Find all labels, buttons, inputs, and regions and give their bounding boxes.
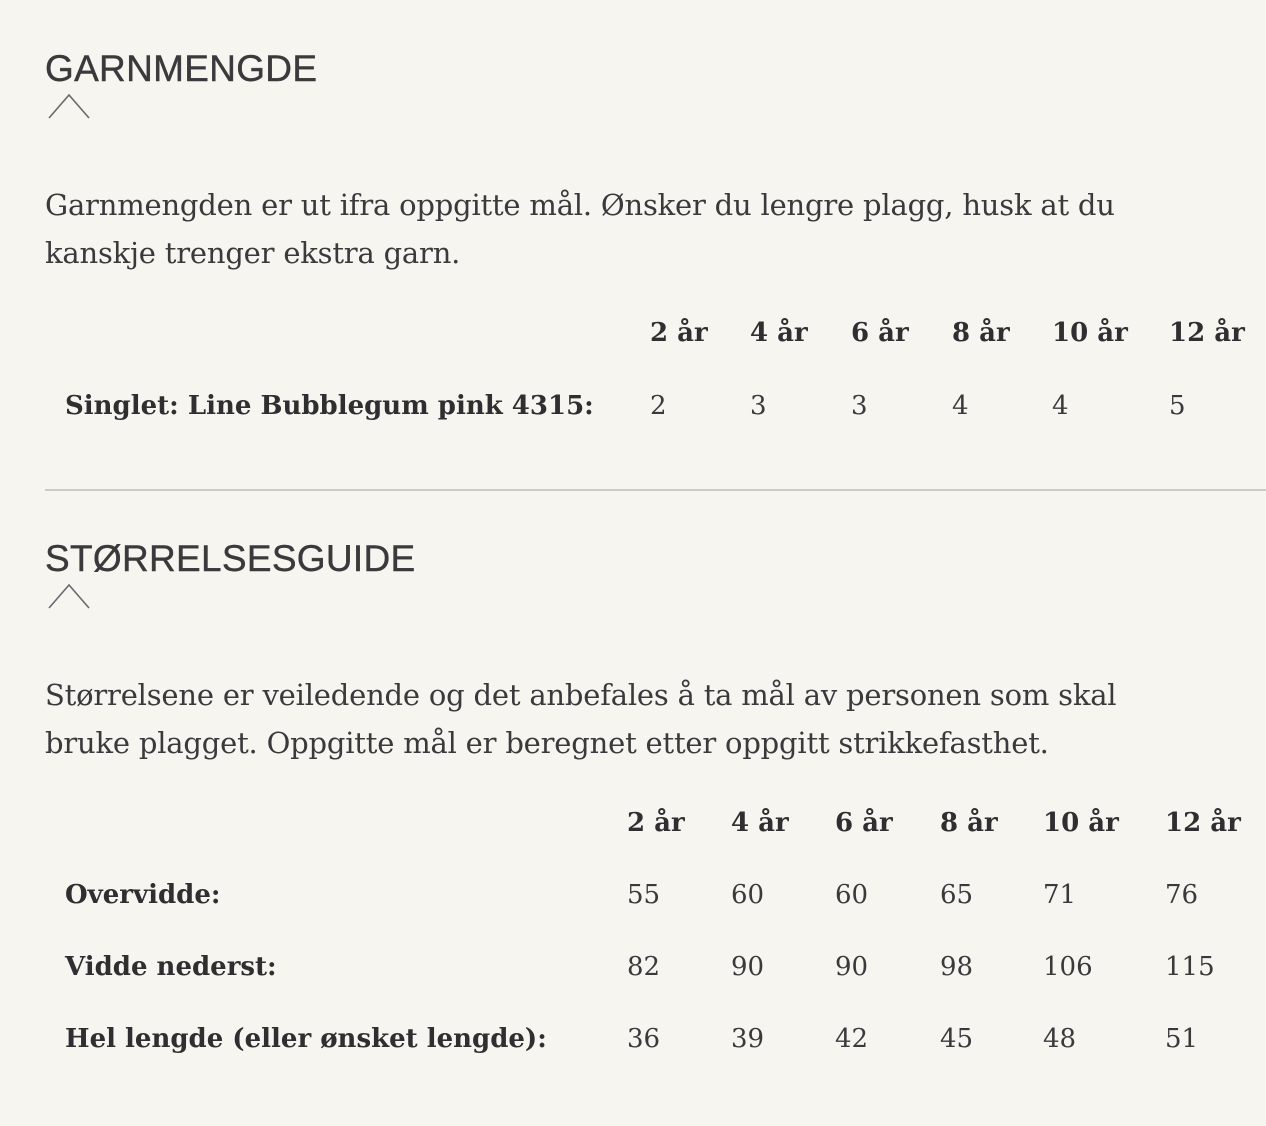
size-header: 4 år [750,318,808,348]
table-cell: 42 [835,1024,869,1054]
table-cell: 48 [1043,1024,1077,1054]
table-header-row [45,803,1266,843]
table-cell: 39 [731,1024,765,1054]
table-cell: 71 [1043,880,1077,910]
size-header: 4 år [731,808,789,838]
size-header: 12 år [1169,318,1245,348]
table-cell: 106 [1043,952,1093,982]
size-header: 6 år [835,808,893,838]
size-guide-title[interactable]: STØRRELSESGUIDE [45,538,416,579]
size-header: 10 år [1043,808,1119,838]
table-cell: 82 [627,952,661,982]
size-header: 10 år [1052,318,1128,348]
table-cell: 51 [1165,1024,1199,1054]
table-cell: 4 [952,391,969,421]
table-cell: 98 [940,952,974,982]
row-label: Hel lengde (eller ønsket lengde): [65,1024,547,1054]
intro-line: kanskje trenger ekstra garn. [45,236,461,270]
row-label: Overvidde: [65,880,221,910]
row-label: Singlet: Line Bubblegum pink 4315: [65,391,594,421]
chevron-up-icon[interactable] [47,582,91,610]
chevron-up-icon[interactable] [47,92,91,120]
table-cell: 90 [731,952,765,982]
table-cell: 36 [627,1024,661,1054]
size-header: 12 år [1165,808,1241,838]
table-cell: 65 [940,880,974,910]
size-header: 6 år [851,318,909,348]
table-cell: 3 [851,391,868,421]
table-cell: 4 [1052,391,1069,421]
size-guide-intro [45,671,1245,767]
section-divider [45,489,1266,491]
row-label: Vidde nederst: [65,952,277,982]
intro-line: Garnmengden er ut ifra oppgitte mål. Ønsker du lengre plagg, husk at du [45,188,1115,222]
table-cell: 60 [731,880,765,910]
yarn-amount-title[interactable]: GARNMENGDE [45,48,318,89]
table-cell: 45 [940,1024,974,1054]
size-header: 8 år [952,318,1010,348]
table-cell: 115 [1165,952,1215,982]
table-cell: 76 [1165,880,1199,910]
table-cell: 60 [835,880,869,910]
table-cell: 55 [627,880,661,910]
table-row [45,386,1266,426]
table-cell: 3 [750,391,767,421]
table-row [45,1019,1266,1059]
table-cell: 5 [1169,391,1186,421]
table-row [45,947,1266,987]
table-header-row [45,313,1266,353]
size-header: 2 år [650,318,708,348]
table-row [45,875,1266,915]
intro-line: bruke plagget. Oppgitte mål er beregnet etter oppgitt strikkefasthet. [45,726,1049,760]
size-header: 2 år [627,808,685,838]
yarn-amount-intro [45,181,1245,277]
size-header: 8 år [940,808,998,838]
table-cell: 90 [835,952,869,982]
intro-line: Størrelsene er veiledende og det anbefales å ta mål av personen som skal [45,678,1117,712]
table-cell: 2 [650,391,667,421]
